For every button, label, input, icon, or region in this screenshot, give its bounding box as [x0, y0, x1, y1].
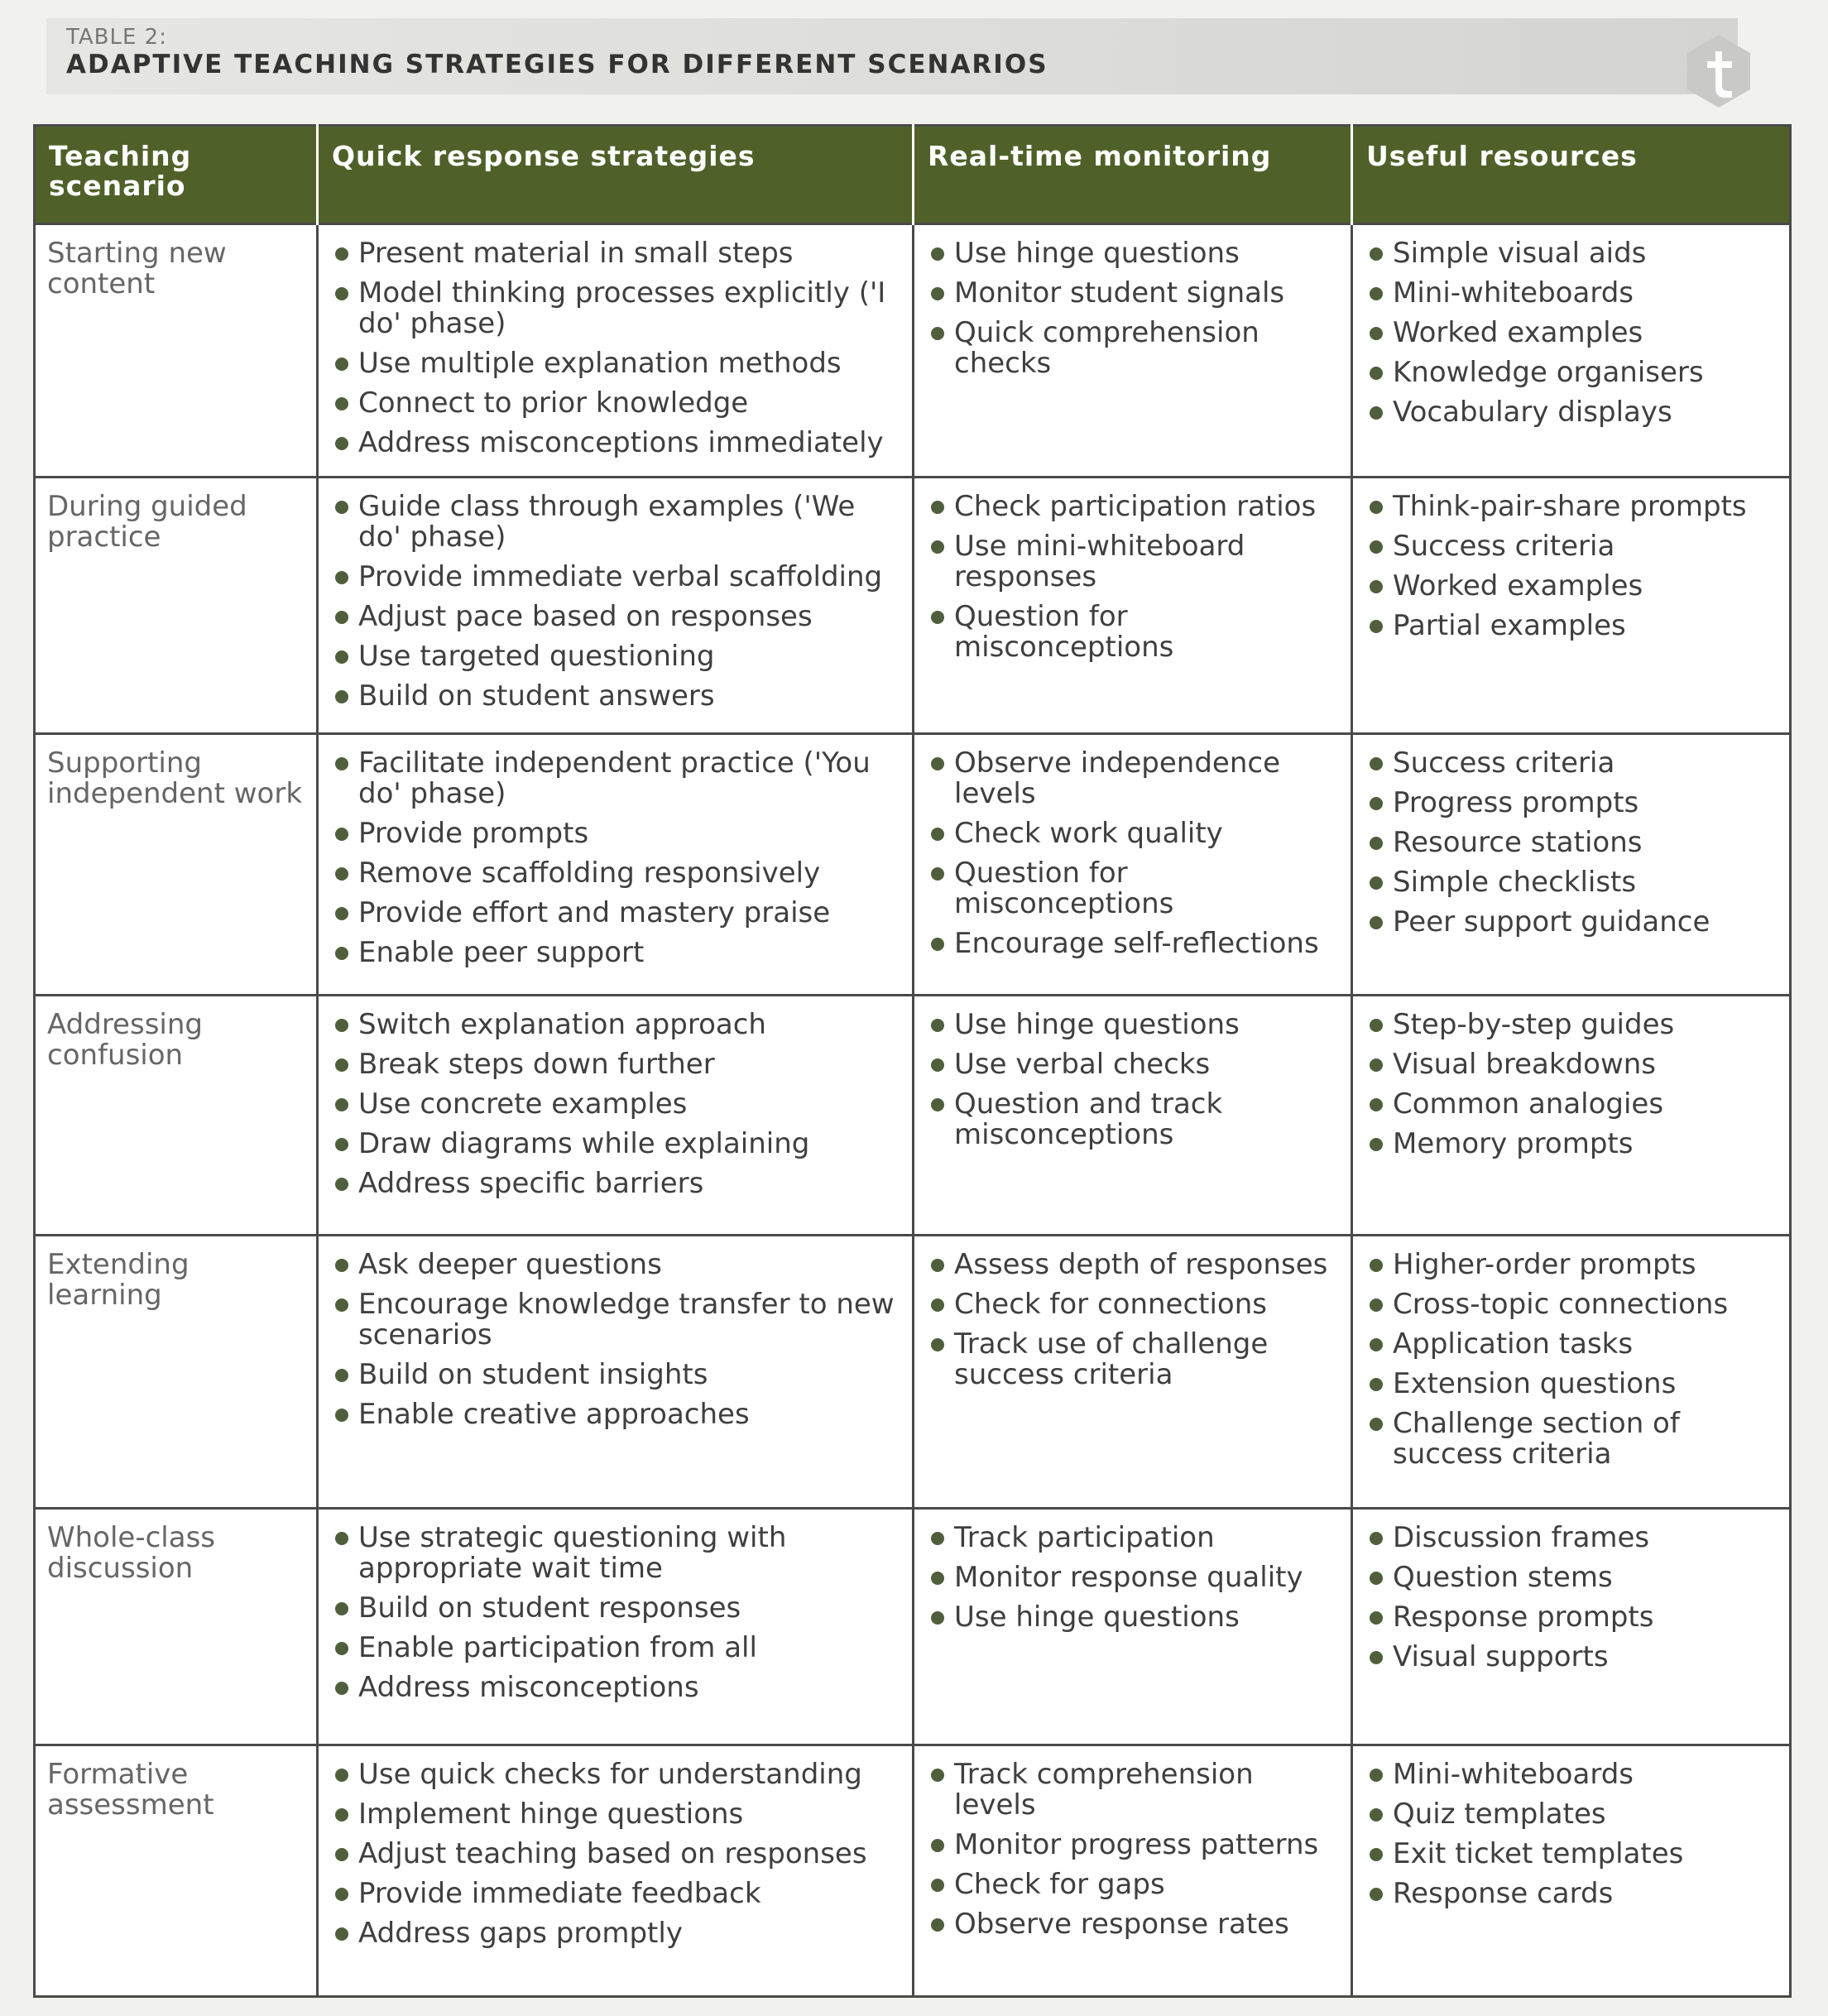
resources-cell [1352, 1236, 1791, 1509]
monitoring-cell [914, 1745, 1352, 1997]
bullet-item: Cross-topic connections [1368, 1289, 1778, 1320]
bullet-item: Present material in small steps [333, 238, 900, 269]
bullet-item: Observe response rates [929, 1909, 1339, 1940]
bullet-item: Facilitate independent practice ('You do' phase) [333, 748, 900, 809]
bullet-item: Build on student insights [333, 1360, 900, 1390]
bullet-item: Use targeted questioning [333, 641, 900, 672]
bullet-item: Track participation [929, 1523, 1339, 1553]
bullet-list [1368, 1523, 1778, 1673]
bullet-item: Ask deeper questions [333, 1250, 900, 1280]
bullet-list [333, 1523, 900, 1703]
bullet-list [929, 1250, 1339, 1390]
bullet-item: Partial examples [1368, 611, 1778, 641]
table-row [35, 1745, 1791, 1997]
bullet-item: Extension questions [1368, 1369, 1778, 1399]
bullet-item: Application tasks [1368, 1329, 1778, 1360]
bullet-item: Use hinge questions [929, 1602, 1339, 1633]
bullet-item: Question for misconceptions [929, 602, 1339, 663]
bullet-item: Common analogies [1368, 1089, 1778, 1120]
bullet-list [1368, 1759, 1778, 1909]
column-header-resources: Useful resources [1352, 126, 1791, 224]
bullet-item: Knowledge organisers [1368, 358, 1778, 388]
bullet-item: Exit ticket templates [1368, 1839, 1778, 1870]
bullet-item: Use strategic questioning with appropriate wait time [333, 1523, 900, 1584]
bullet-item: Monitor student signals [929, 278, 1339, 309]
bullet-item: Assess depth of responses [929, 1250, 1339, 1280]
bullet-item: Guide class through examples ('We do' phase) [333, 492, 900, 553]
resources-cell [1352, 1745, 1791, 1997]
bullet-item: Simple checklists [1368, 867, 1778, 898]
scenario-cell: Formative assessment [35, 1745, 318, 1997]
column-header-scenario: Teaching scenario [35, 126, 318, 224]
bullet-item: Success criteria [1368, 748, 1778, 779]
bullet-item: Use verbal checks [929, 1049, 1339, 1080]
bullet-item: Adjust teaching based on responses [333, 1839, 900, 1870]
bullet-item: Model thinking processes explicitly ('I do' phase) [333, 278, 900, 339]
bullet-item: Visual supports [1368, 1642, 1778, 1673]
scenario-cell: Extending learning [35, 1236, 318, 1509]
bullet-list [929, 748, 1339, 959]
bullet-item: Vocabulary displays [1368, 397, 1778, 428]
monitoring-cell [914, 996, 1352, 1236]
quick-response-cell [318, 734, 914, 996]
bullet-item: Check for gaps [929, 1870, 1339, 1900]
bullet-list [333, 1010, 900, 1199]
bullet-item: Memory prompts [1368, 1129, 1778, 1159]
bullet-item: Build on student responses [333, 1593, 900, 1624]
bullet-item: Provide prompts [333, 818, 900, 849]
bullet-item: Step-by-step guides [1368, 1010, 1778, 1040]
bullet-list [929, 1010, 1339, 1150]
bullet-item: Address misconceptions [333, 1673, 900, 1703]
bullet-item: Address gaps promptly [333, 1918, 900, 1949]
bullet-item: Address misconceptions immediately [333, 428, 900, 458]
bullet-item: Success criteria [1368, 531, 1778, 562]
bullet-list [929, 1759, 1339, 1940]
bullet-item: Question and track misconceptions [929, 1089, 1339, 1150]
bullet-item: Implement hinge questions [333, 1799, 900, 1830]
table-row [35, 1236, 1791, 1509]
quick-response-cell [318, 1236, 914, 1509]
monitoring-cell [914, 734, 1352, 996]
table-body [35, 224, 1791, 1997]
bullet-item: Adjust pace based on responses [333, 602, 900, 632]
bullet-item: Challenge section of success criteria [1368, 1409, 1778, 1470]
bullet-item: Address specific barriers [333, 1169, 900, 1199]
table-title: ADAPTIVE TEACHING STRATEGIES FOR DIFFERENT SCENARIOS [66, 50, 1048, 79]
bullet-item: Question for misconceptions [929, 858, 1339, 919]
bullet-item: Response cards [1368, 1879, 1778, 1909]
bullet-list [1368, 748, 1778, 938]
bullet-item: Monitor progress patterns [929, 1830, 1339, 1860]
bullet-list [929, 1523, 1339, 1633]
bullet-item: Use concrete examples [333, 1089, 900, 1120]
resources-cell [1352, 478, 1791, 734]
bullet-item: Connect to prior knowledge [333, 388, 900, 419]
resources-cell [1352, 996, 1791, 1236]
strategies-table [33, 124, 1792, 1998]
monitoring-cell [914, 1236, 1352, 1509]
table-row [35, 1509, 1791, 1745]
column-header-monitoring: Real-time monitoring [914, 126, 1352, 224]
bullet-item: Use multiple explanation methods [333, 348, 900, 379]
bullet-item: Think-pair-share prompts [1368, 492, 1778, 522]
bullet-item: Progress prompts [1368, 788, 1778, 818]
quick-response-cell [318, 996, 914, 1236]
bullet-list [929, 238, 1339, 379]
bullet-list [333, 748, 900, 968]
bullet-item: Mini-whiteboards [1368, 278, 1778, 309]
bullet-item: Use hinge questions [929, 238, 1339, 269]
scenario-cell: Starting new content [35, 224, 318, 478]
bullet-item: Draw diagrams while explaining [333, 1129, 900, 1159]
bullet-item: Quick comprehension checks [929, 318, 1339, 379]
bullet-item: Resource stations [1368, 828, 1778, 858]
bullet-item: Build on student answers [333, 681, 900, 712]
bullet-item: Check work quality [929, 818, 1339, 849]
bullet-item: Encourage self-reflections [929, 929, 1339, 959]
bullet-item: Mini-whiteboards [1368, 1759, 1778, 1790]
bullet-item: Track comprehension levels [929, 1759, 1339, 1821]
bullet-item: Check for connections [929, 1289, 1339, 1320]
quick-response-cell [318, 224, 914, 478]
monitoring-cell [914, 1509, 1352, 1745]
bullet-list [1368, 1250, 1778, 1470]
scenario-cell: Addressing confusion [35, 996, 318, 1236]
bullet-item: Peer support guidance [1368, 907, 1778, 938]
bullet-item: Provide immediate feedback [333, 1879, 900, 1909]
monitoring-cell [914, 224, 1352, 478]
bullet-list [1368, 1010, 1778, 1159]
resources-cell [1352, 1509, 1791, 1745]
bullet-item: Remove scaffolding responsively [333, 858, 900, 889]
table-row [35, 996, 1791, 1236]
quick-response-cell [318, 478, 914, 734]
bullet-item: Encourage knowledge transfer to new scenarios [333, 1289, 900, 1351]
bullet-list [1368, 492, 1778, 641]
column-header-quick-response: Quick response strategies [318, 126, 914, 224]
bullet-item: Quiz templates [1368, 1799, 1778, 1830]
bullet-item: Break steps down further [333, 1049, 900, 1080]
bullet-item: Worked examples [1368, 571, 1778, 602]
bullet-list [333, 1759, 900, 1949]
resources-cell [1352, 734, 1791, 996]
bullet-item: Monitor response quality [929, 1562, 1339, 1593]
bullet-item: Simple visual aids [1368, 238, 1778, 269]
bullet-item: Observe independence levels [929, 748, 1339, 809]
t-hexagon-logo-icon [1684, 33, 1754, 109]
bullet-list [333, 238, 900, 458]
bullet-item: Switch explanation approach [333, 1010, 900, 1040]
bullet-item: Use hinge questions [929, 1010, 1339, 1040]
resources-cell [1352, 224, 1791, 478]
bullet-item: Higher-order prompts [1368, 1250, 1778, 1280]
header-row [35, 126, 1791, 224]
bullet-item: Enable peer support [333, 938, 900, 968]
bullet-list [1368, 238, 1778, 428]
bullet-list [333, 492, 900, 712]
bullet-item: Enable creative approaches [333, 1399, 900, 1430]
scenario-cell: During guided practice [35, 478, 318, 734]
bullet-list [333, 1250, 900, 1430]
bullet-item: Provide immediate verbal scaffolding [333, 562, 900, 593]
table-row [35, 734, 1791, 996]
bullet-item: Question stems [1368, 1562, 1778, 1593]
bullet-item: Provide effort and mastery praise [333, 898, 900, 929]
scenario-cell: Supporting independent work [35, 734, 318, 996]
bullet-item: Track use of challenge success criteria [929, 1329, 1339, 1390]
table-row [35, 478, 1791, 734]
bullet-item: Use mini-whiteboard responses [929, 531, 1339, 593]
bullet-item: Check participation ratios [929, 492, 1339, 522]
bullet-item: Worked examples [1368, 318, 1778, 348]
bullet-item: Use quick checks for understanding [333, 1759, 900, 1790]
scenario-cell: Whole-class discussion [35, 1509, 318, 1745]
table-label: TABLE 2: [66, 25, 167, 50]
bullet-item: Response prompts [1368, 1602, 1778, 1633]
bullet-item: Enable participation from all [333, 1633, 900, 1663]
monitoring-cell [914, 478, 1352, 734]
bullet-list [929, 492, 1339, 663]
quick-response-cell [318, 1509, 914, 1745]
bullet-item: Visual breakdowns [1368, 1049, 1778, 1080]
table-row [35, 224, 1791, 478]
bullet-item: Discussion frames [1368, 1523, 1778, 1553]
quick-response-cell [318, 1745, 914, 1997]
